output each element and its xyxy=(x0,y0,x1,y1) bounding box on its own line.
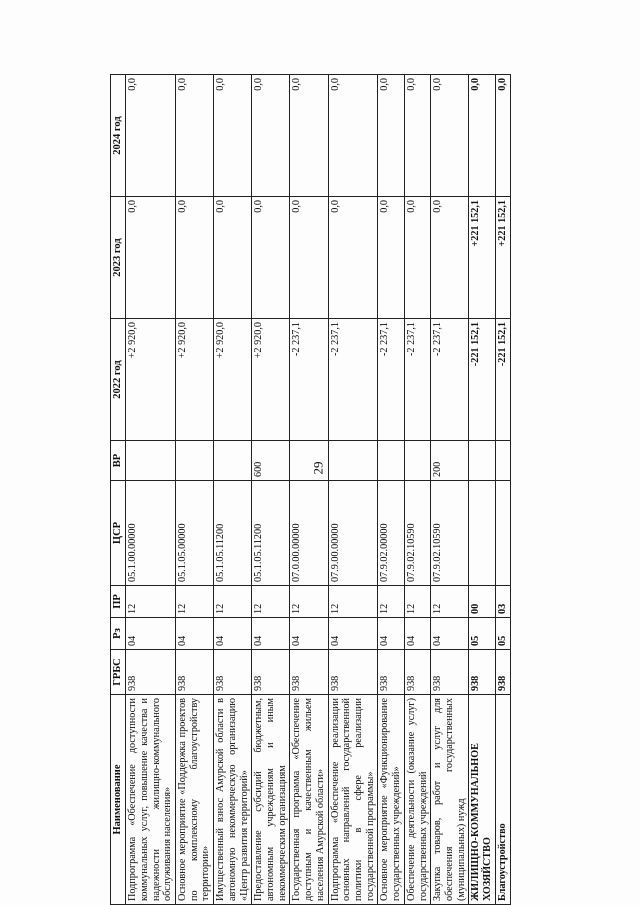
cell-csr: 05.1.00.00000 xyxy=(126,481,176,586)
page-number: 29 xyxy=(310,461,326,475)
table-row xyxy=(214,75,252,905)
header-rz: Рз xyxy=(111,618,126,650)
cell-2024: 0,0 xyxy=(214,75,252,197)
cell-2024: 0,0 xyxy=(252,75,290,197)
header-csr: ЦСР xyxy=(111,481,126,586)
cell-csr: 07.0.00.00000 xyxy=(290,481,328,586)
cell-pr: 12 xyxy=(378,586,404,618)
cell-csr xyxy=(469,481,495,586)
cell-grbs: 938 xyxy=(404,650,430,695)
cell-rz: 04 xyxy=(290,618,328,650)
cell-pr: 12 xyxy=(404,586,430,618)
cell-grbs: 938 xyxy=(252,650,290,695)
cell-csr: 07.9.02.10590 xyxy=(404,481,430,586)
cell-pr: 12 xyxy=(214,586,252,618)
table-row xyxy=(252,75,290,905)
cell-2023: 0,0 xyxy=(404,197,430,319)
cell-pr: 12 xyxy=(290,586,328,618)
cell-2022: -2 237,1 xyxy=(431,319,469,441)
cell-name: Государственная программа «Обеспечение доступным и качественным жильем населения Амурской области» xyxy=(290,695,328,905)
cell-csr: 07.9.00.00000 xyxy=(328,481,378,586)
cell-name: Обеспечение деятельности (оказание услуг) государственных учреждений xyxy=(404,695,430,905)
cell-vr xyxy=(378,441,404,481)
cell-name: Имущественный взнос Амурской области в автономную некоммерческую организацию «Центр развития территорий» xyxy=(214,695,252,905)
cell-2023: +221 152,1 xyxy=(495,197,510,319)
cell-pr: 03 xyxy=(495,586,510,618)
budget-table-container xyxy=(110,75,580,905)
cell-2022: +2 920,0 xyxy=(126,319,176,441)
cell-pr: 12 xyxy=(328,586,378,618)
cell-rz: 04 xyxy=(404,618,430,650)
table-row xyxy=(404,75,430,905)
cell-rz: 04 xyxy=(175,618,213,650)
cell-pr: 12 xyxy=(175,586,213,618)
cell-rz: 04 xyxy=(431,618,469,650)
cell-grbs: 938 xyxy=(328,650,378,695)
cell-2024: 0,0 xyxy=(175,75,213,197)
header-2022: 2022 год xyxy=(111,319,126,441)
cell-vr xyxy=(175,441,213,481)
cell-2022: +2 920,0 xyxy=(214,319,252,441)
table-row xyxy=(175,75,213,905)
cell-grbs: 938 xyxy=(469,650,495,695)
cell-grbs: 938 xyxy=(214,650,252,695)
cell-name: Подпрограмма «Обеспечение доступности коммунальных услуг, повышение качества и надежности жилищно-коммунального обслуживания населения» xyxy=(126,695,176,905)
cell-2022: -2 237,1 xyxy=(328,319,378,441)
table-row xyxy=(495,75,510,905)
cell-2022: +2 920,0 xyxy=(252,319,290,441)
cell-2022: -221 152,1 xyxy=(495,319,510,441)
cell-csr: 05.1.05.11200 xyxy=(214,481,252,586)
cell-vr xyxy=(290,441,328,481)
cell-vr: 200 xyxy=(431,441,469,481)
cell-rz: 04 xyxy=(126,618,176,650)
cell-name: ЖИЛИЩНО-КОММУНАЛЬНОЕ ХОЗЯЙСТВО xyxy=(469,695,495,905)
table-row xyxy=(378,75,404,905)
cell-name: Подпрограмма «Обеспечение реализации основных направлений государственной политики в сфере реализации государственной программы» xyxy=(328,695,378,905)
cell-2023: 0,0 xyxy=(214,197,252,319)
cell-pr: 00 xyxy=(469,586,495,618)
cell-2024: 0,0 xyxy=(378,75,404,197)
cell-2022: -2 237,1 xyxy=(290,319,328,441)
header-2024: 2024 год xyxy=(111,75,126,197)
cell-vr xyxy=(404,441,430,481)
cell-2023: 0,0 xyxy=(175,197,213,319)
cell-grbs: 938 xyxy=(126,650,176,695)
cell-2024: 0,0 xyxy=(328,75,378,197)
cell-pr: 12 xyxy=(431,586,469,618)
cell-grbs: 938 xyxy=(431,650,469,695)
cell-rz: 05 xyxy=(469,618,495,650)
table-row xyxy=(469,75,495,905)
table-row xyxy=(290,75,328,905)
cell-csr: 05.1.05.00000 xyxy=(175,481,213,586)
cell-vr xyxy=(328,441,378,481)
cell-csr: 07.9.02.00000 xyxy=(378,481,404,586)
cell-vr xyxy=(469,441,495,481)
cell-grbs: 938 xyxy=(175,650,213,695)
cell-2024: 0,0 xyxy=(126,75,176,197)
header-vr: ВР xyxy=(111,441,126,481)
header-name: Наименование xyxy=(111,695,126,905)
cell-2023: 0,0 xyxy=(431,197,469,319)
cell-2022: +2 920,0 xyxy=(175,319,213,441)
cell-csr xyxy=(495,481,510,586)
cell-2024: 0,0 xyxy=(290,75,328,197)
cell-name: Закупка товаров, работ и услуг для обеспечения государственных (муниципальных) нужд xyxy=(431,695,469,905)
cell-name: Благоустройство xyxy=(495,695,510,905)
cell-name: Основное мероприятие «Поддержка проектов по комплексному благоустройству территории» xyxy=(175,695,213,905)
cell-2023: 0,0 xyxy=(252,197,290,319)
cell-rz: 04 xyxy=(252,618,290,650)
header-2023: 2023 год xyxy=(111,197,126,319)
table-body xyxy=(126,75,511,905)
cell-rz: 04 xyxy=(214,618,252,650)
cell-2024: 0,0 xyxy=(431,75,469,197)
cell-grbs: 938 xyxy=(290,650,328,695)
cell-2022: -2 237,1 xyxy=(404,319,430,441)
table-row xyxy=(328,75,378,905)
cell-vr xyxy=(126,441,176,481)
cell-csr: 07.9.02.10590 xyxy=(431,481,469,586)
cell-2023: 0,0 xyxy=(378,197,404,319)
header-grbs: ГРБС xyxy=(111,650,126,695)
cell-name: Предоставление субсидий бюджетным, автономным учреждениям и иным некоммерческим организациям xyxy=(252,695,290,905)
cell-vr xyxy=(495,441,510,481)
cell-2024: 0,0 xyxy=(495,75,510,197)
cell-name: Основное мероприятие «Функционирование государственных учреждений» xyxy=(378,695,404,905)
table-row xyxy=(431,75,469,905)
cell-vr xyxy=(214,441,252,481)
cell-grbs: 938 xyxy=(378,650,404,695)
cell-2024: 0,0 xyxy=(404,75,430,197)
table-header-row xyxy=(111,75,126,905)
cell-rz: 05 xyxy=(495,618,510,650)
header-pr: ПР xyxy=(111,586,126,618)
cell-2023: 0,0 xyxy=(290,197,328,319)
cell-rz: 04 xyxy=(378,618,404,650)
table-row xyxy=(126,75,176,905)
cell-rz: 04 xyxy=(328,618,378,650)
cell-pr: 12 xyxy=(252,586,290,618)
cell-2023: 0,0 xyxy=(126,197,176,319)
cell-csr: 05.1.05.11200 xyxy=(252,481,290,586)
cell-vr: 600 xyxy=(252,441,290,481)
cell-grbs: 938 xyxy=(495,650,510,695)
cell-2023: 0,0 xyxy=(328,197,378,319)
cell-2022: -2 237,1 xyxy=(378,319,404,441)
cell-2024: 0,0 xyxy=(469,75,495,197)
cell-pr: 12 xyxy=(126,586,176,618)
cell-2022: -221 152,1 xyxy=(469,319,495,441)
cell-2023: +221 152,1 xyxy=(469,197,495,319)
budget-table xyxy=(110,74,511,905)
